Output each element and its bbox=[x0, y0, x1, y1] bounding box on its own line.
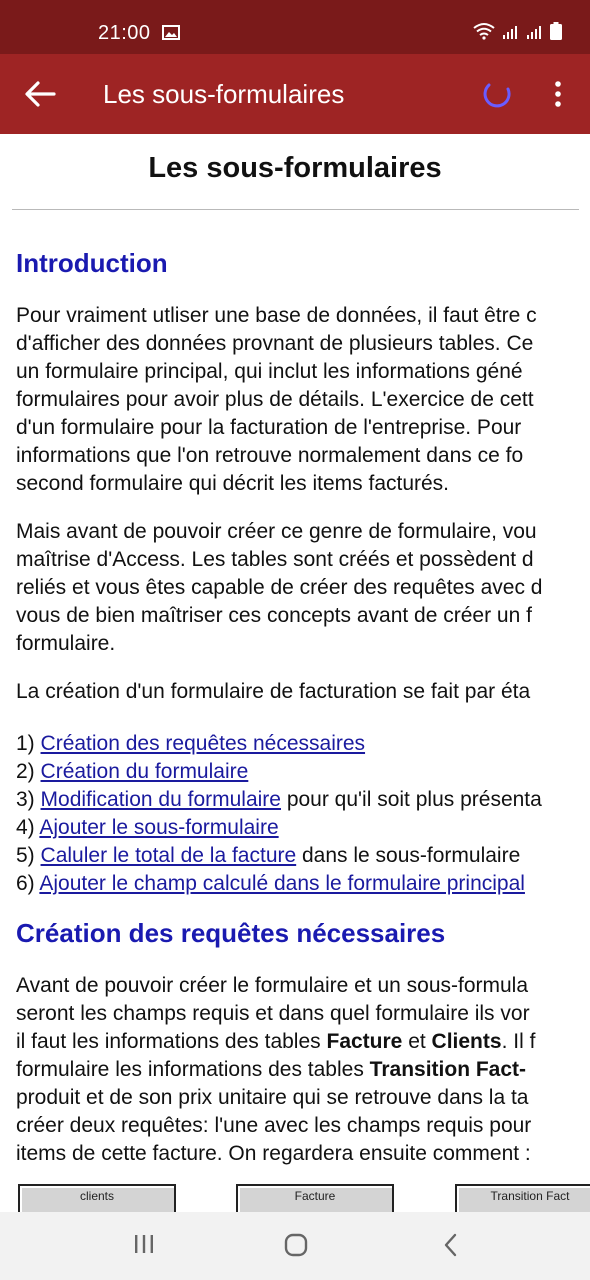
text-line: second formulaire qui décrit les items facturés. bbox=[16, 472, 450, 495]
list-item-text: dans le sous-formulaire bbox=[296, 844, 521, 867]
access-table-thumbnails bbox=[0, 1184, 590, 1212]
battery-icon bbox=[550, 22, 562, 45]
loading-spinner-icon bbox=[482, 80, 512, 110]
more-vert-icon bbox=[548, 78, 568, 110]
table-thumbnail-facture: Facture bbox=[236, 1184, 394, 1212]
text-line: items de cette facture. On regardera ensuite comment : bbox=[16, 1142, 531, 1165]
text-line: seront les champs requis et dans quel formulaire ils vor bbox=[16, 1002, 530, 1025]
recent-apps-button[interactable] bbox=[132, 1232, 156, 1261]
text-line: créer deux requêtes: l'une avec les champs requis pour bbox=[16, 1114, 532, 1137]
nav-back-button[interactable] bbox=[440, 1232, 462, 1263]
recent-apps-icon bbox=[132, 1232, 156, 1256]
text-line: formulaire. bbox=[16, 632, 116, 655]
home-icon bbox=[283, 1232, 309, 1258]
intro-paragraph-2 bbox=[16, 518, 542, 658]
text-line: Pour vraiment utliser une base de données, il faut être c bbox=[16, 304, 537, 327]
step-link[interactable]: Création du formulaire bbox=[40, 760, 249, 783]
app-bar bbox=[0, 54, 590, 134]
intro-heading: Introduction bbox=[16, 248, 168, 278]
text-line: un formulaire principal, qui inclut les informations géné bbox=[16, 360, 523, 383]
list-item-number: 6) bbox=[16, 872, 35, 895]
gallery-notification-icon bbox=[162, 25, 180, 45]
page-title: Les sous-formulaires bbox=[148, 152, 442, 184]
status-bar bbox=[0, 0, 590, 54]
list-item-number: 3) bbox=[16, 788, 35, 811]
step-link[interactable]: Création des requêtes nécessaires bbox=[40, 732, 366, 755]
web-content[interactable] bbox=[0, 134, 590, 1212]
text-line: produit et de son prix unitaire qui se retrouve dans la ta bbox=[16, 1086, 529, 1109]
text-line: La création d'un formulaire de facturation se fait par éta bbox=[16, 680, 531, 703]
back-chevron-icon bbox=[440, 1232, 462, 1258]
text-line: formulaires pour avoir plus de détails. L'exercice de cett bbox=[16, 388, 534, 411]
section-heading-requetes: Création des requêtes nécessaires bbox=[16, 918, 446, 948]
intro-paragraph-1 bbox=[16, 302, 537, 498]
signal-icon bbox=[502, 24, 520, 45]
text-line: d'afficher des données provnant de plusieurs tables. Ce bbox=[16, 332, 534, 355]
title-divider bbox=[12, 209, 579, 210]
text-line: Mais avant de pouvoir créer ce genre de formulaire, vou bbox=[16, 520, 537, 543]
list-item-number: 1) bbox=[16, 732, 35, 755]
app-title: Les sous-formulaires bbox=[103, 79, 345, 109]
text-line: Avant de pouvoir créer le formulaire et un sous-formula bbox=[16, 974, 529, 997]
list-item-text: pour qu'il soit plus présenta bbox=[280, 788, 542, 811]
table-thumbnail-clients: clients bbox=[18, 1184, 176, 1212]
more-options-button[interactable] bbox=[548, 78, 568, 110]
list-item bbox=[16, 842, 542, 870]
system-nav-bar bbox=[0, 1212, 590, 1280]
back-button[interactable] bbox=[22, 78, 58, 110]
requetes-paragraph bbox=[16, 972, 535, 1168]
step-link[interactable]: Ajouter le champ calculé dans le formulaire principal bbox=[39, 872, 525, 895]
list-item bbox=[16, 730, 542, 758]
list-item bbox=[16, 870, 542, 898]
text-line: informations que l'on retrouve normalement dans ce fo bbox=[16, 444, 524, 467]
steps-list bbox=[16, 730, 542, 898]
home-button[interactable] bbox=[283, 1232, 309, 1263]
list-item bbox=[16, 814, 542, 842]
list-item-number: 4) bbox=[16, 816, 35, 839]
text-line: vous de bien maîtriser ces concepts avant de créer un f bbox=[16, 604, 532, 627]
step-link[interactable]: Modification du formulaire bbox=[40, 788, 281, 811]
list-item bbox=[16, 758, 542, 786]
list-item-number: 5) bbox=[16, 844, 35, 867]
text-line: reliés et vous êtes capable de créer des requêtes avec d bbox=[16, 576, 543, 599]
table-thumbnail-transition: Transition Fact bbox=[455, 1184, 590, 1212]
status-time: 21:00 bbox=[98, 22, 151, 44]
status-icons bbox=[472, 22, 562, 45]
list-item bbox=[16, 786, 542, 814]
step-link[interactable]: Ajouter le sous-formulaire bbox=[39, 816, 279, 839]
intro-paragraph-3 bbox=[16, 678, 530, 706]
text-line: d'un formulaire pour la facturation de l'entreprise. Pour bbox=[16, 416, 522, 439]
wifi-icon bbox=[472, 22, 496, 45]
back-arrow-icon bbox=[22, 78, 58, 110]
list-item-number: 2) bbox=[16, 760, 35, 783]
text-line: il faut les informations des tables Facture et Clients. Il f bbox=[16, 1030, 536, 1053]
text-line: maîtrise d'Access. Les tables sont créés et possèdent d bbox=[16, 548, 534, 571]
text-line: formulaire les informations des tables Transition Fact- bbox=[16, 1058, 527, 1081]
step-link[interactable]: Caluler le total de la facture bbox=[40, 844, 297, 867]
signal-icon-2 bbox=[526, 24, 544, 45]
